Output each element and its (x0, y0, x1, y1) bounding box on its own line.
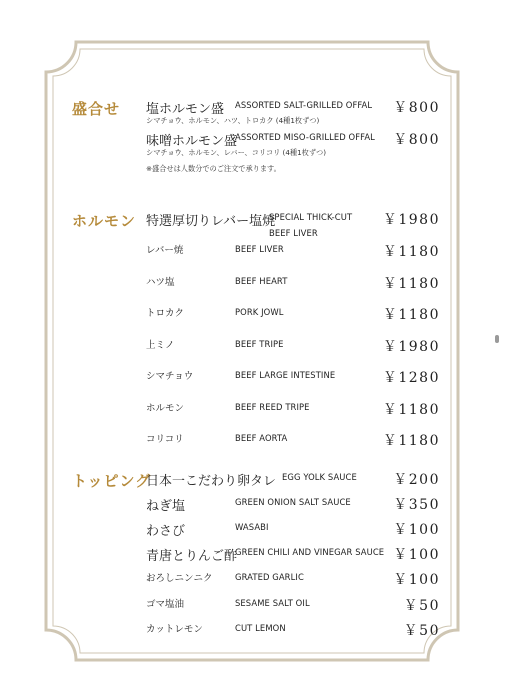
section-title-horumon: ホルモン (72, 212, 137, 230)
item-name-jp: わさび (146, 524, 186, 539)
item-name-jp: 青唐とりんご酢 (146, 549, 238, 564)
item-price: ￥1180 (382, 402, 440, 418)
item-price: ￥100 (393, 522, 440, 538)
menu-item (146, 570, 506, 592)
menu-item (146, 495, 506, 517)
item-price: ￥1180 (382, 276, 440, 292)
item-name-jp: 塩ホルモン盛 (146, 102, 225, 117)
menu-item (146, 242, 506, 264)
item-name-en: BEEF HEART (235, 276, 288, 286)
item-name-en: BEEF LARGE INTESTINE (235, 370, 336, 380)
item-name-jp: ねぎ塩 (146, 499, 186, 514)
section-title-moriawase: 盛合せ (72, 100, 121, 118)
item-price: ￥800 (393, 100, 440, 116)
item-name-en: GRATED GARLIC (235, 572, 304, 582)
item-price: ￥350 (393, 497, 440, 513)
menu-item (146, 545, 506, 567)
item-name-en: SPECIAL THICK-CUT (269, 212, 353, 222)
item-name-jp: シマチョウ (146, 371, 194, 382)
item-name-jp: ハツ塩 (146, 277, 175, 288)
item-price: ￥1180 (382, 244, 440, 260)
item-name-jp: レバー焼 (146, 245, 184, 256)
item-name-jp: おろしニンニク (146, 573, 213, 584)
menu-item (146, 431, 506, 453)
item-name-en: ASSORTED SALT-GRILLED OFFAL (235, 100, 373, 110)
item-price: ￥200 (393, 472, 440, 488)
item-price: ￥1180 (382, 307, 440, 323)
section-title-toppings: トッピング (72, 472, 152, 490)
item-name-jp: 日本一こだわり卵タレ (146, 474, 277, 489)
item-name-en: SESAME SALT OIL (235, 598, 310, 608)
item-name-en: BEEF AORTA (235, 433, 288, 443)
item-price: ￥50 (403, 623, 440, 639)
item-description: シマチョウ、ホルモン、レバー、コリコリ (4種1枚ずつ) (146, 148, 327, 157)
item-price: ￥100 (393, 572, 440, 588)
item-price: ￥1980 (382, 212, 440, 228)
item-name-en: PORK JOWL (235, 307, 284, 317)
menu-item (146, 596, 506, 618)
item-price: ￥800 (393, 132, 440, 148)
menu-item (146, 274, 506, 296)
item-name-jp: コリコリ (146, 434, 184, 445)
item-name-jp: ホルモン (146, 403, 185, 414)
menu-item (146, 130, 506, 157)
item-name-jp: 上ミノ (146, 340, 175, 351)
item-price: ￥1280 (382, 370, 440, 386)
item-name-en: ASSORTED MISO-GRILLED OFFAL (235, 132, 375, 142)
menu-item (146, 337, 506, 359)
order-note: ※盛合せは人数分でのご注文で承ります。 (146, 164, 281, 173)
menu-item (146, 368, 506, 390)
item-name-en: BEEF LIVER (235, 244, 284, 254)
item-name-jp: ゴマ塩油 (146, 599, 185, 610)
item-price: ￥100 (393, 547, 440, 563)
item-name-en: CUT LEMON (235, 623, 286, 633)
menu-item (146, 520, 506, 542)
item-name-en: BEEF REED TRIPE (235, 402, 310, 412)
item-name-en: BEEF TRIPE (235, 339, 284, 349)
menu-item (146, 470, 506, 492)
item-name-en: GREEN CHILI AND VINEGAR SAUCE (235, 547, 385, 557)
item-price: ￥1980 (382, 339, 440, 355)
item-name-en: WASABI (235, 522, 269, 532)
item-name-en-line2: BEEF LIVER (269, 228, 318, 238)
menu-item (146, 210, 506, 238)
item-price: ￥1180 (382, 433, 440, 449)
item-name-jp: 特選厚切りレバー塩焼 (146, 214, 276, 229)
item-description: シマチョウ、ホルモン、ハツ、トロカク (4種1枚ずつ) (146, 116, 320, 125)
menu-item (146, 621, 506, 643)
menu-item (146, 305, 506, 327)
menu-item (146, 98, 506, 125)
item-price: ￥50 (403, 598, 440, 614)
item-name-en: GREEN ONION SALT SAUCE (235, 497, 351, 507)
menu-item (146, 400, 506, 422)
item-name-jp: 味噌ホルモン盛 (146, 134, 238, 149)
item-name-en: EGG YOLK SAUCE (282, 472, 357, 482)
item-name-jp: トロカク (146, 308, 185, 319)
item-name-jp: カットレモン (146, 624, 203, 635)
